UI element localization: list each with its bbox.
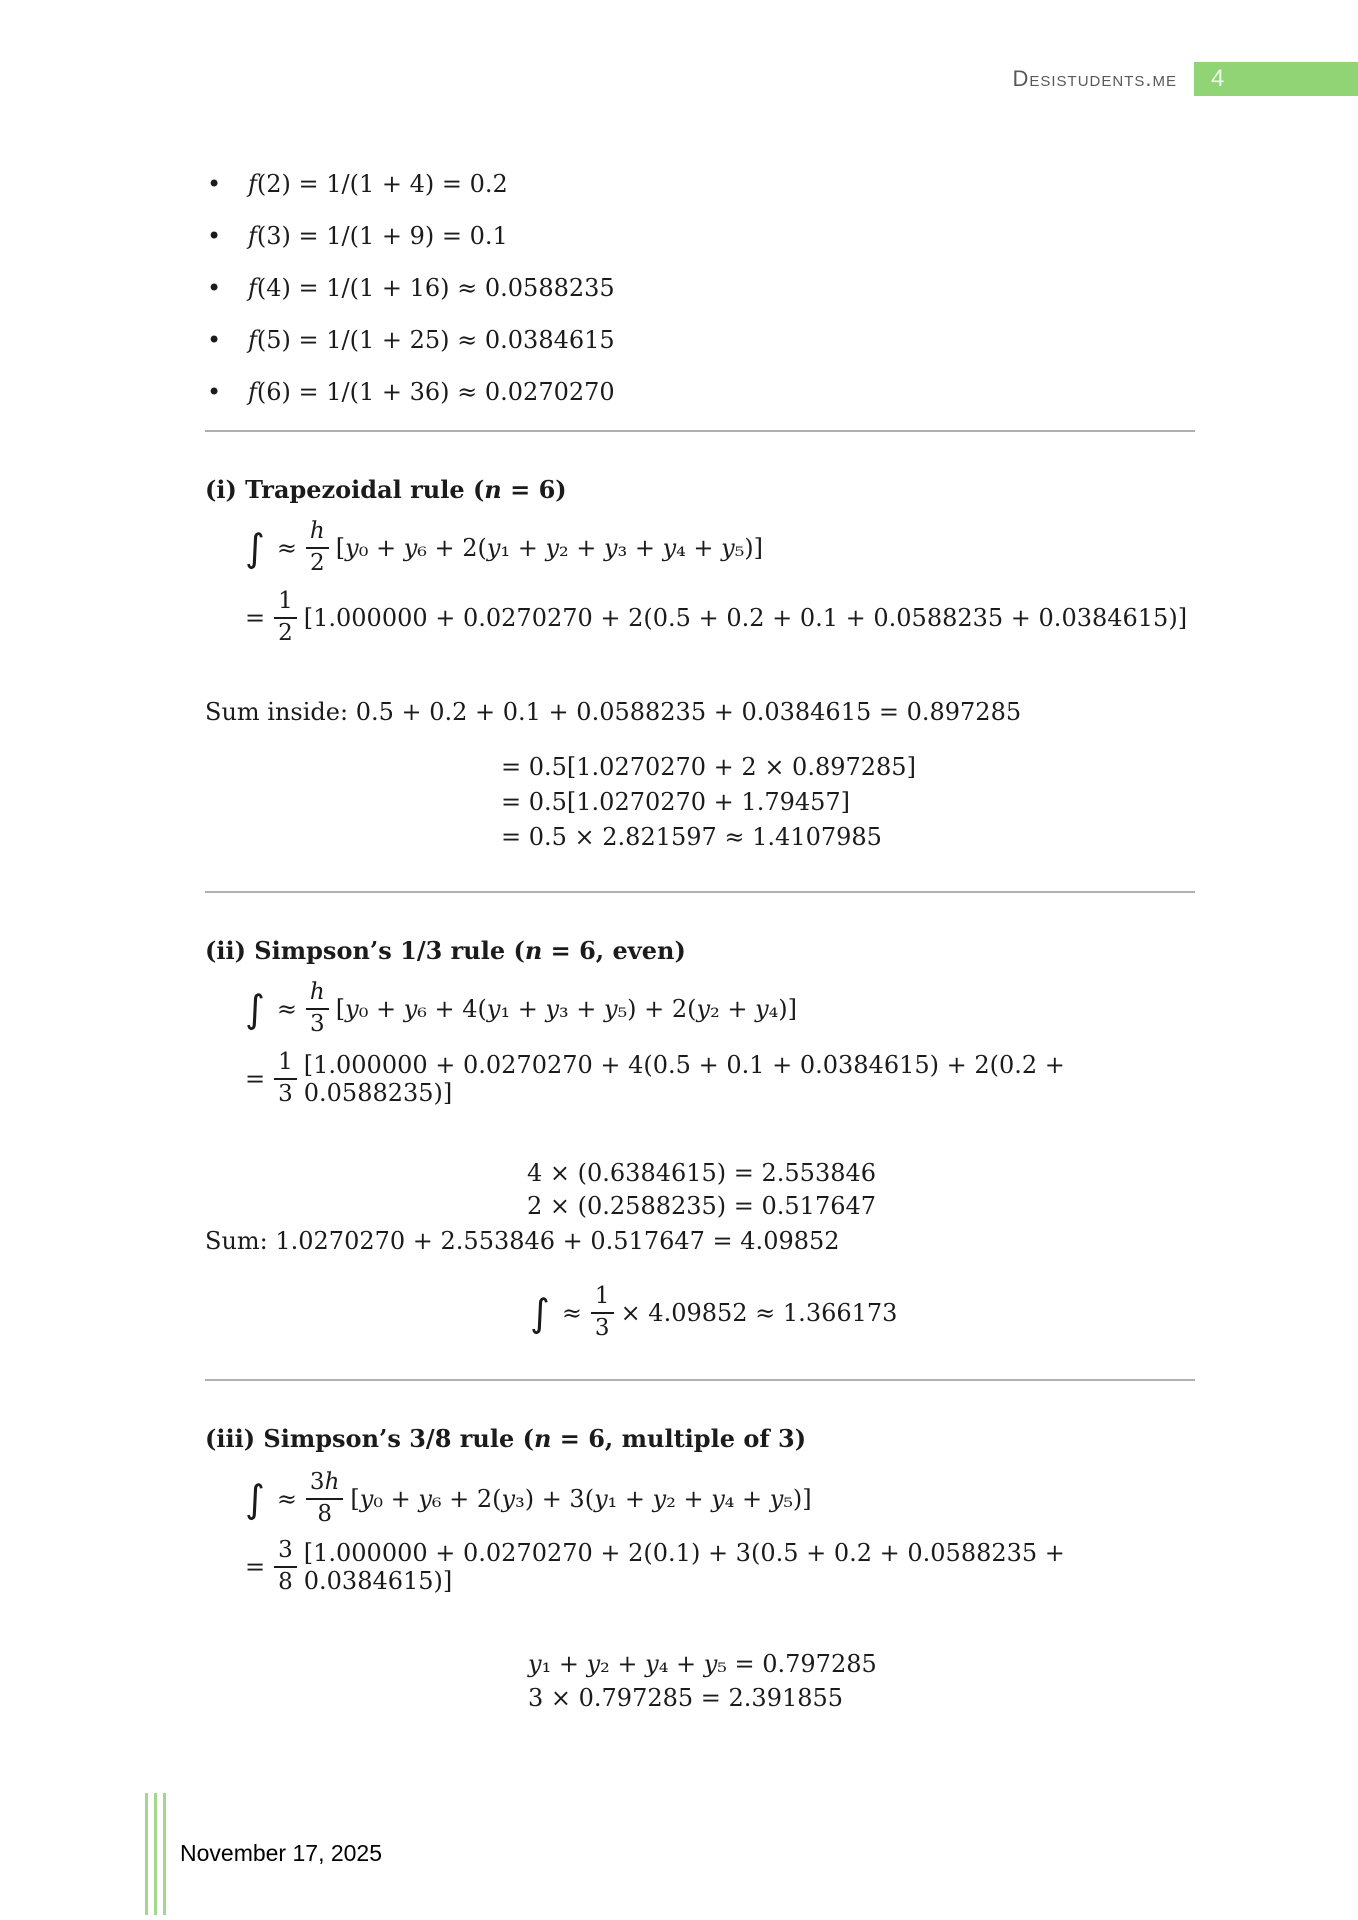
accent-line	[163, 1793, 166, 1915]
fraction-numerator: h	[306, 980, 329, 1010]
section-heading-simpson-38: (iii) Simpson’s 3/8 rule (n = 6, multiple of 3)	[205, 1424, 807, 1453]
page-header	[1012, 62, 1358, 96]
simpson38-steps	[528, 1647, 1195, 1715]
page-number: 4	[1211, 65, 1225, 92]
relation-symbol: ≈	[276, 1485, 297, 1513]
sum-line: Sum: 1.0270270 + 2.553846 + 0.517647 = 4.09852	[205, 1227, 840, 1255]
simpson38-formula	[245, 1465, 1195, 1533]
relation-symbol: ≈	[276, 995, 297, 1023]
integral-sign: ∫	[530, 1291, 550, 1335]
accent-line	[145, 1793, 148, 1915]
formula-expression: [1.000000 + 0.0270270 + 4(0.5 + 0.1 + 0.0384615) + 2(0.2 + 0.0588235)]	[303, 1051, 1065, 1107]
function-values-list	[205, 170, 1195, 406]
calc-step: 2 × (0.2588235) = 0.517647	[527, 1192, 877, 1220]
relation-symbol: ≈	[561, 1299, 582, 1327]
accent-line	[154, 1793, 157, 1915]
fraction-numerator: 3h	[306, 1470, 343, 1500]
simpson38-substitution	[245, 1533, 1195, 1601]
section-divider	[205, 430, 1195, 432]
calc-step: y₁ + y₂ + y₄ + y₅ = 0.797285	[528, 1650, 877, 1678]
relation-symbol: ≈	[276, 534, 297, 562]
integral-sign: ∫	[245, 987, 265, 1031]
simpson13-substitution	[245, 1045, 1195, 1113]
fraction-denominator: 2	[310, 550, 325, 576]
section-divider	[205, 891, 1195, 893]
relation-symbol: =	[245, 604, 266, 632]
fraction-denominator: 2	[278, 620, 293, 646]
document-body	[205, 160, 1195, 1715]
fraction-numerator: h	[306, 519, 329, 549]
calc-step: 3 × 0.797285 = 2.391855	[528, 1684, 844, 1712]
section-simpson-13	[205, 937, 1195, 1347]
formula-expression: [1.000000 + 0.0270270 + 2(0.1) + 3(0.5 + 0.2 + 0.0588235 + 0.0384615)]	[303, 1539, 1065, 1595]
site-name: Desistudents.me	[1012, 66, 1177, 91]
fraction	[274, 1538, 297, 1596]
section-heading-trapezoidal: (i) Trapezoidal rule (n = 6)	[205, 475, 567, 504]
fraction	[306, 980, 329, 1038]
fraction	[274, 589, 297, 647]
section-trapezoidal	[205, 476, 1195, 855]
function-value-item: • f(5) = 1/(1 + 25) ≈ 0.0384615	[205, 326, 1195, 354]
calc-step: = 0.5[1.0270270 + 1.79457]	[501, 788, 851, 816]
fraction-denominator: 3	[310, 1011, 325, 1037]
formula-expression: [y₀ + y₆ + 2(y₃) + 3(y₁ + y₂ + y₄ + y₅)]	[350, 1485, 812, 1513]
fraction-denominator: 8	[317, 1501, 332, 1527]
relation-symbol: =	[245, 1553, 266, 1581]
formula-expression: [1.000000 + 0.0270270 + 2(0.5 + 0.2 + 0.1 + 0.0588235 + 0.0384615)]	[303, 604, 1188, 632]
fraction-denominator: 8	[278, 1569, 293, 1595]
formula-expression: [y₀ + y₆ + 4(y₁ + y₃ + y₅) + 2(y₂ + y₄)]	[335, 995, 798, 1023]
function-value-item: • f(3) = 1/(1 + 9) = 0.1	[205, 222, 1195, 250]
page-number-badge	[1194, 62, 1358, 96]
fraction	[274, 1050, 297, 1108]
sum-inside-line: Sum inside: 0.5 + 0.2 + 0.1 + 0.0588235 + 0.0384615 = 0.897285	[205, 698, 1022, 726]
formula-expression: × 4.09852 ≈ 1.366173	[620, 1299, 898, 1327]
fraction-numerator: 1	[274, 589, 297, 619]
calc-step: = 0.5 × 2.821597 ≈ 1.4107985	[501, 823, 882, 851]
integral-sign: ∫	[245, 1477, 265, 1521]
trapezoidal-substitution	[245, 584, 1195, 652]
fraction-numerator: 3	[274, 1538, 297, 1568]
fraction	[306, 1470, 343, 1528]
section-heading-simpson-13: (ii) Simpson’s 1/3 rule (n = 6, even)	[205, 936, 686, 965]
fraction-denominator: 3	[594, 1315, 610, 1341]
fraction	[306, 519, 329, 577]
fraction-denominator: 3	[278, 1081, 293, 1107]
section-divider	[205, 1379, 1195, 1381]
footer-date: November 17, 2025	[180, 1840, 383, 1866]
simpson13-formula	[245, 975, 1195, 1043]
integral-sign: ∫	[245, 526, 265, 570]
function-value-item: • f(2) = 1/(1 + 4) = 0.2	[205, 170, 1195, 198]
function-value-item: • f(6) = 1/(1 + 36) ≈ 0.0270270	[205, 378, 1195, 406]
function-value-item: • f(4) = 1/(1 + 16) ≈ 0.0588235	[205, 274, 1195, 302]
calc-step: = 0.5[1.0270270 + 2 × 0.897285]	[501, 753, 916, 781]
trapezoidal-formula	[245, 514, 1195, 582]
trapezoidal-steps	[501, 750, 1195, 855]
section-simpson-38	[205, 1425, 1195, 1715]
fraction-numerator: 1	[591, 1284, 614, 1314]
formula-expression: [y₀ + y₆ + 2(y₁ + y₂ + y₃ + y₄ + y₅)]	[335, 534, 764, 562]
fraction	[591, 1284, 614, 1342]
footer-accent-lines	[145, 1793, 166, 1915]
calc-step: 4 × (0.6384615) = 2.553846	[527, 1159, 877, 1187]
fraction-numerator: 1	[274, 1050, 297, 1080]
simpson13-result	[530, 1279, 1195, 1347]
simpson13-steps	[527, 1157, 1195, 1223]
relation-symbol: =	[245, 1065, 266, 1093]
